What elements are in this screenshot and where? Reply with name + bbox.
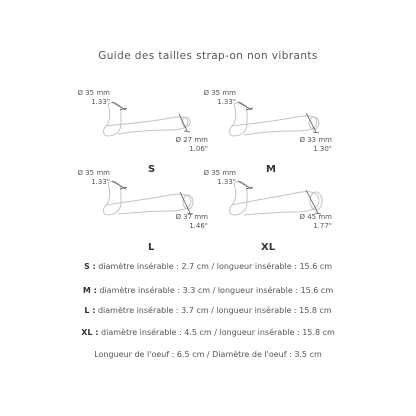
size-label-m: M	[266, 164, 276, 175]
spec-row-s	[0, 262, 416, 271]
spec-size-s: S :	[83, 262, 96, 271]
egg-note: Longueur de l'oeuf : 6.5 cm / Diamètre de l'oeuf : 3.5 cm	[94, 350, 322, 359]
page-title: Guide des tailles strap-on non vibrants	[98, 50, 318, 62]
spec-text-l: diamètre insérable : 3.7 cm / longueur insérable : 15.8 cm	[97, 306, 332, 315]
spec-text-s: diamètre insérable : 2.7 cm / longueur insérable : 15.6 cm	[98, 262, 333, 271]
top-diameter-xl: Ø 35 mm 1.33"	[203, 169, 236, 186]
size-label-l: L	[148, 242, 155, 253]
bottom-diameter-s: Ø 27 mm 1.06"	[175, 136, 208, 153]
top-diameter-s: Ø 35 mm 1.33"	[77, 89, 110, 106]
size-label-s: S	[148, 164, 156, 175]
bottom-diameter-l: Ø 37 mm 1.46"	[175, 213, 208, 230]
spec-text-m: diamètre insérable : 3.3 cm / longueur insérable : 15.6 cm	[99, 286, 334, 295]
top-diameter-m: Ø 35 mm 1.33"	[203, 89, 236, 106]
size-label-xl: XL	[261, 242, 276, 253]
spec-row-m	[0, 286, 416, 295]
bottom-diameter-m: Ø 33 mm 1.30"	[299, 136, 332, 153]
spec-text-xl: diamètre insérable : 4.5 cm / longueur insérable : 15.8 cm	[101, 328, 335, 337]
spec-row-xl	[0, 328, 416, 337]
spec-row-l	[0, 306, 416, 315]
spec-size-l: L :	[84, 306, 96, 315]
spec-size-m: M :	[82, 286, 97, 295]
bottom-diameter-xl: Ø 45 mm 1.77"	[299, 213, 332, 230]
top-diameter-l: Ø 35 mm 1.33"	[77, 169, 110, 186]
spec-size-xl: XL :	[81, 328, 99, 337]
